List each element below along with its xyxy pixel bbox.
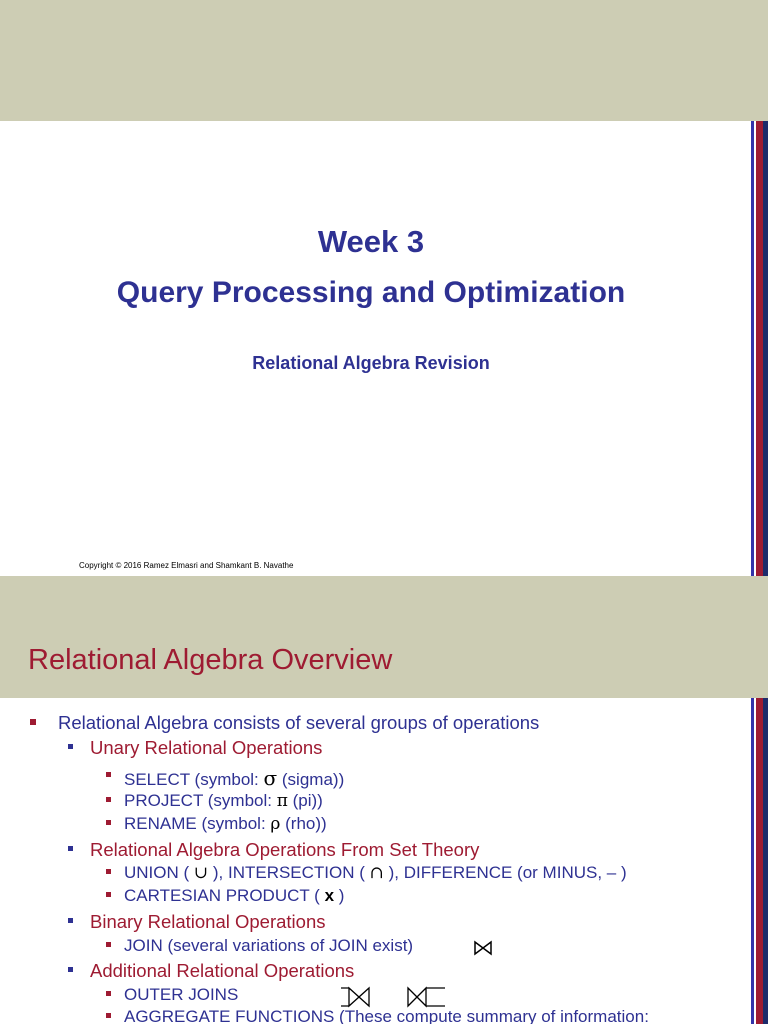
slide-subtitle: Relational Algebra Revision	[252, 353, 490, 373]
rho-symbol: ρ	[270, 814, 281, 834]
right-outer-join-icon	[405, 986, 449, 1008]
bullet-item: AGGREGATE FUNCTIONS (These compute summary of information:	[124, 1007, 649, 1024]
square-bullet-icon	[68, 744, 73, 749]
side-stripes	[749, 698, 768, 1024]
cartesian-symbol: x	[324, 886, 335, 905]
square-bullet-icon	[106, 869, 111, 874]
square-bullet-icon	[106, 820, 111, 825]
slide-title: Relational Algebra Overview	[28, 644, 393, 676]
square-bullet-icon	[106, 892, 111, 897]
square-bullet-icon	[30, 719, 36, 725]
bullet-item: PROJECT (symbol: π (pi))	[124, 791, 323, 811]
square-bullet-icon	[68, 918, 73, 923]
square-bullet-icon	[106, 797, 111, 802]
slide-title: Query Processing and Optimization	[116, 276, 626, 309]
square-bullet-icon	[106, 772, 111, 777]
bullet-item: Binary Relational Operations	[90, 911, 326, 933]
header-band	[0, 576, 768, 698]
pi-symbol: π	[276, 791, 288, 811]
copyright-text: Copyright © 2016 Ramez Elmasri and Shamkant B. Navathe	[79, 561, 294, 570]
square-bullet-icon	[68, 846, 73, 851]
bullet-item: UNION ( ∪ ), INTERSECTION ( ∩ ), DIFFERENCE (or MINUS, – )	[124, 863, 627, 883]
bullet-item: SELECT (symbol: σ (sigma))	[124, 766, 344, 790]
bullet-item: OUTER JOINS	[124, 985, 238, 1005]
overview-slide	[0, 576, 768, 1024]
sigma-symbol: σ	[263, 766, 278, 790]
bowtie-join-icon	[473, 940, 493, 956]
bullet-item: Unary Relational Operations	[90, 737, 322, 759]
bullet-item: Relational Algebra consists of several groups of operations	[58, 712, 539, 734]
bullet-item: CARTESIAN PRODUCT ( x )	[124, 886, 344, 906]
left-outer-join-icon	[339, 986, 373, 1008]
bullet-item: RENAME (symbol: ρ (rho))	[124, 814, 327, 834]
union-symbol: ∪	[193, 863, 209, 883]
bullet-item: Additional Relational Operations	[90, 960, 354, 982]
square-bullet-icon	[68, 967, 73, 972]
week-label: Week 3	[317, 224, 425, 259]
square-bullet-icon	[106, 1013, 111, 1018]
intersection-symbol: ∩	[369, 863, 384, 883]
square-bullet-icon	[106, 991, 111, 996]
bullet-item: JOIN (several variations of JOIN exist)	[124, 936, 413, 956]
square-bullet-icon	[106, 942, 111, 947]
header-band	[0, 0, 768, 121]
bullet-item: Relational Algebra Operations From Set Theory	[90, 839, 479, 861]
side-stripes	[749, 121, 768, 576]
